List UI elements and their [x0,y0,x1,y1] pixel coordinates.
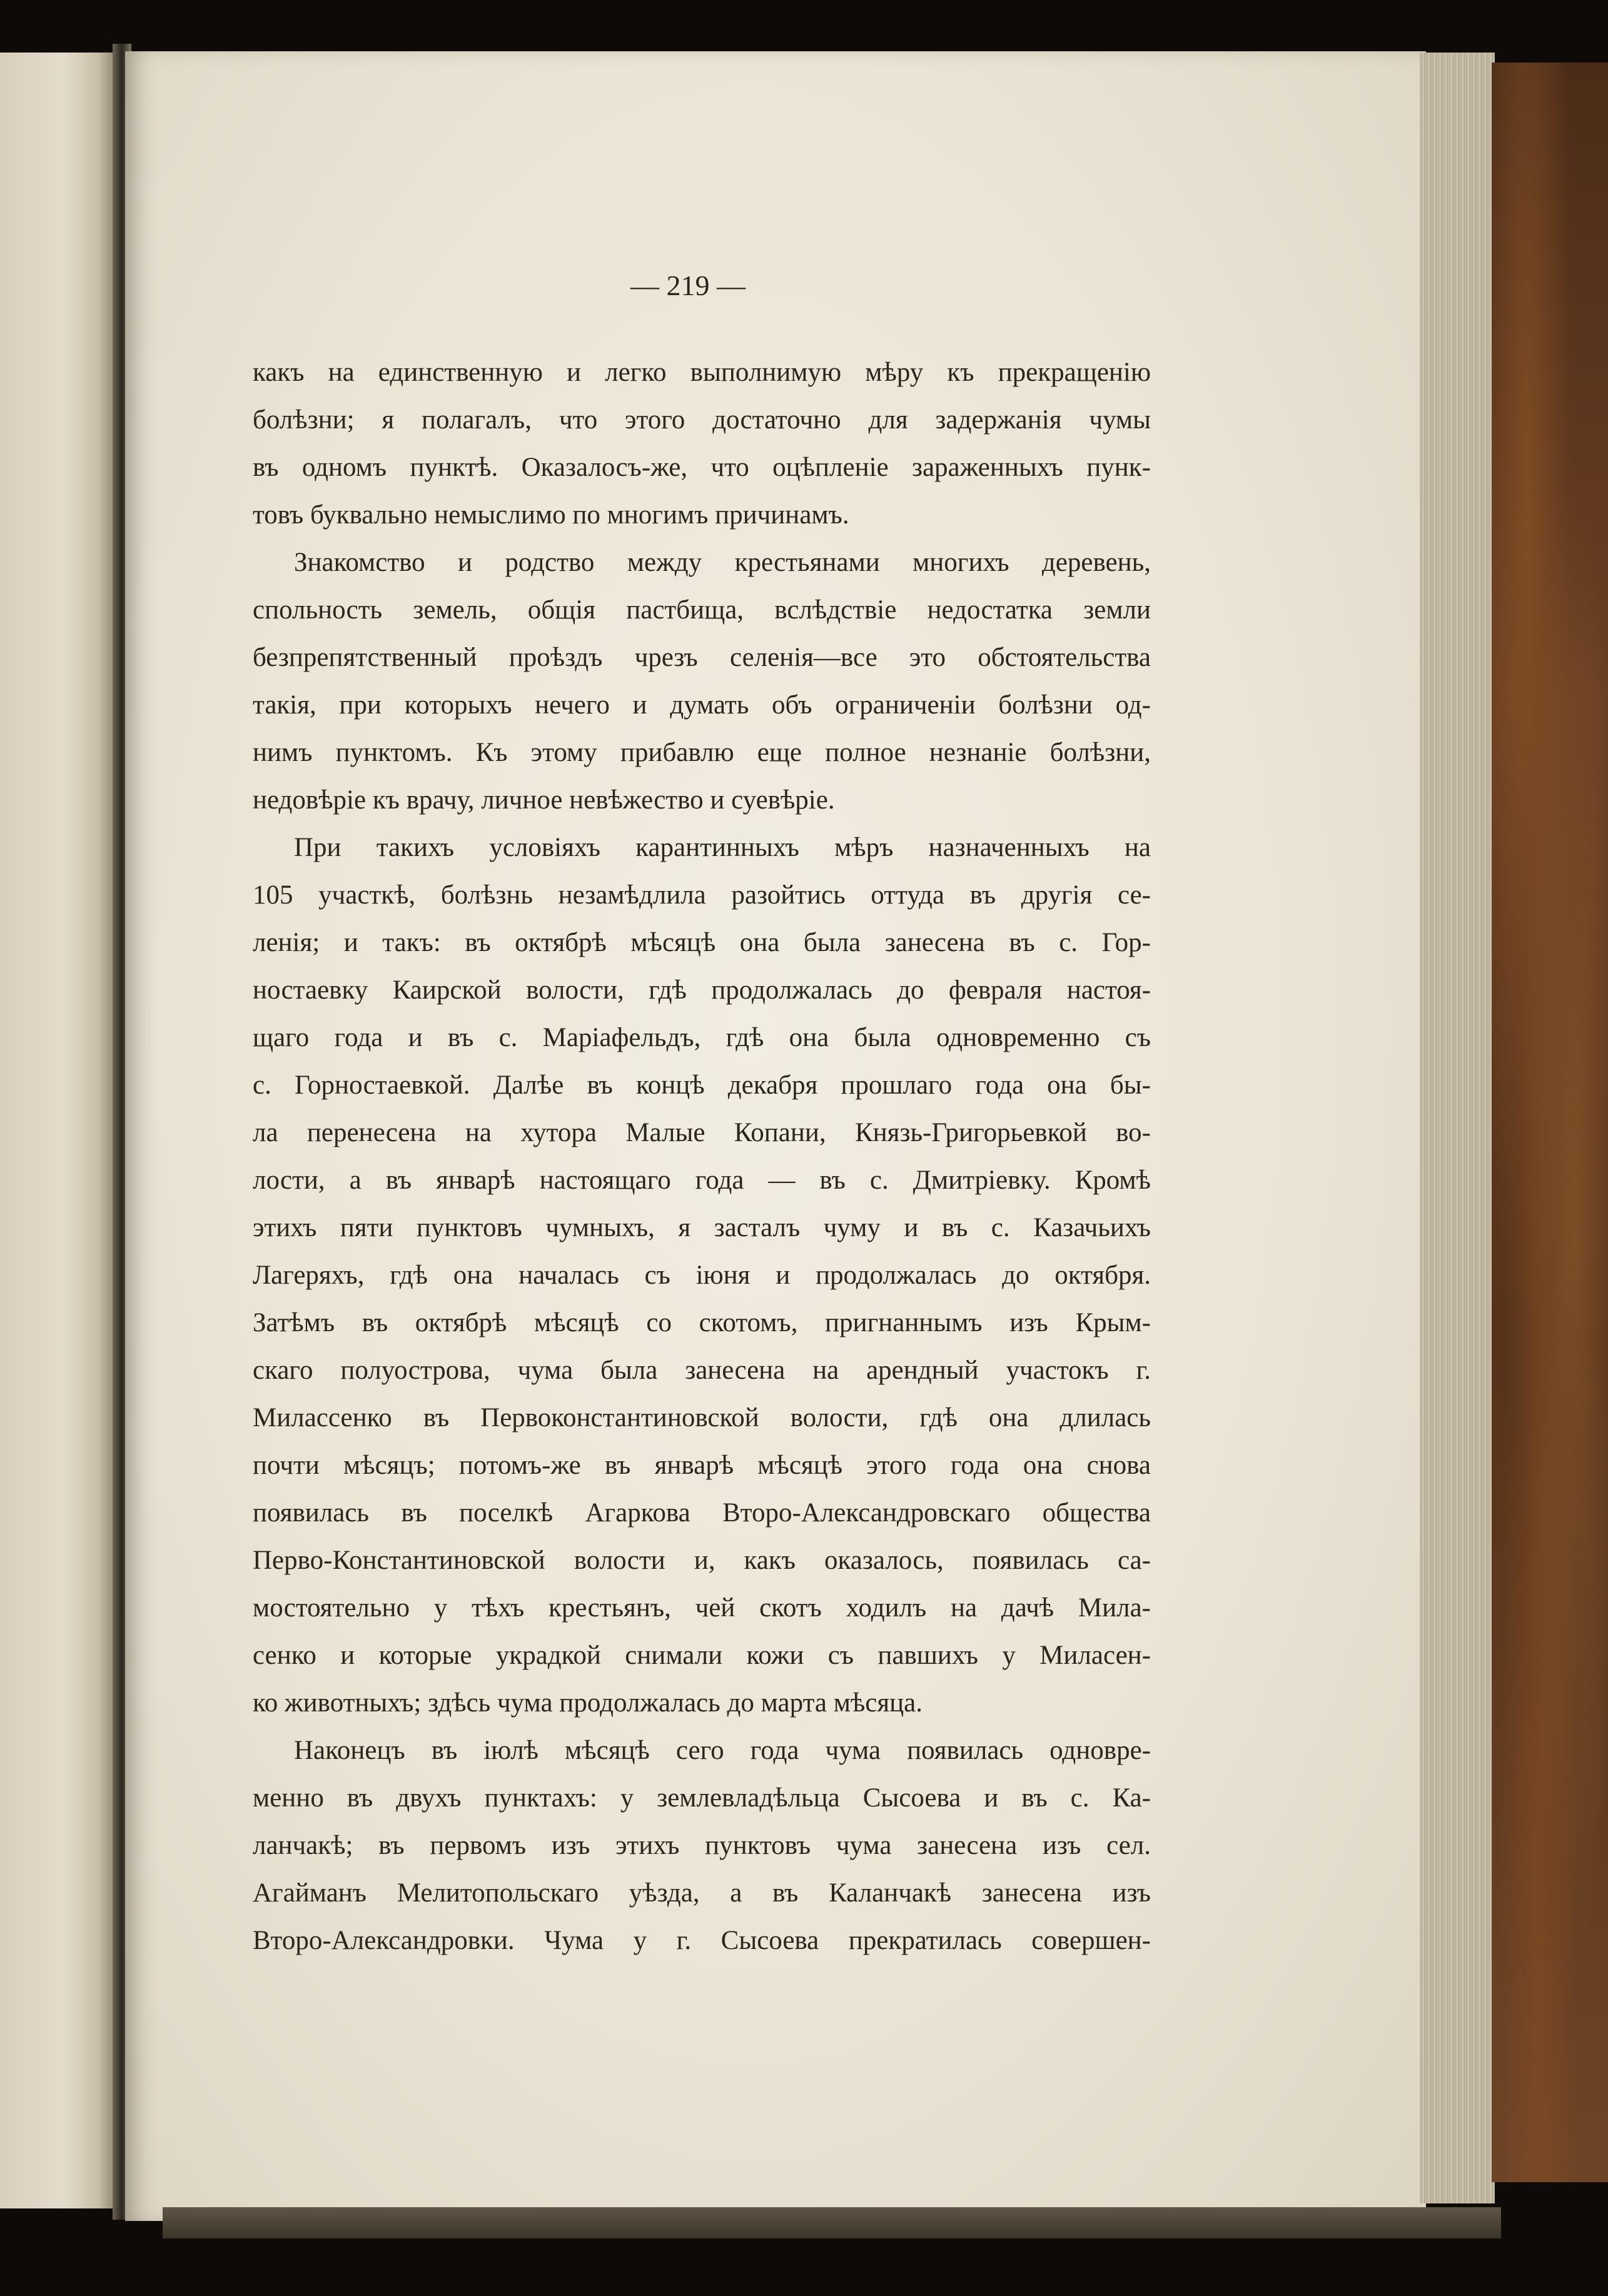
text-line: Перво-Константиновской волости и, какъ оказалось, появилась са- [253,1546,1151,1575]
text-line: с. Горностаевкой. Далѣе въ концѣ декабря прошлаго года она бы- [253,1070,1151,1100]
marbled-cover-board [1492,63,1608,2182]
text-line: такія, при которыхъ нечего и думать объ ограниченіи болѣзни од- [253,690,1151,720]
text-line: менно въ двухъ пунктахъ: у землевладѣльца Сысоева и въ с. Ка- [253,1783,1151,1813]
text-line: Второ-Александровки. Чума у г. Сысоева прекратилась совершен- [253,1926,1151,1955]
text-line: почти мѣсяцъ; потомъ-же въ январѣ мѣсяцѣ этого года она снова [253,1451,1151,1480]
text-line: щаго года и въ с. Маріафельдъ, гдѣ она была одновременно съ [253,1023,1151,1052]
page-number: — 219 — [630,269,746,301]
text-line: нимъ пунктомъ. Къ этому прибавлю еще полное незнаніе болѣзни, [253,738,1151,767]
text-line: ла перенесена на хутора Малые Копани, Князь-Григорьевкой во- [253,1118,1151,1147]
text-line: безпрепятственный проѣздъ чрезъ селенія—все это обстоятельства [253,643,1151,672]
text-line: лости, а въ январѣ настоящаго года — въ с. Дмитріевку. Кромѣ [253,1166,1151,1195]
text-line: скаго полуострова, чума была занесена на арендный участокъ г. [253,1356,1151,1385]
text-line: этихъ пяти пунктовъ чумныхъ, я засталъ чуму и въ с. Казачьихъ [253,1213,1151,1242]
text-line: сенко и которые украдкой снимали кожи съ павшихъ у Миласен- [253,1641,1151,1670]
text-line: Затѣмъ въ октябрѣ мѣсяцѣ со скотомъ, пригнаннымъ изъ Крым- [253,1308,1151,1337]
text-line: Агайманъ Мелитопольскаго уѣзда, а въ Каланчакѣ занесена изъ [253,1878,1151,1908]
text-line: ланчакѣ; въ первомъ изъ этихъ пунктовъ чума занесена изъ сел. [253,1831,1151,1860]
text-line: товъ буквально немыслимо по многимъ причинамъ. [253,500,849,530]
text-line: въ одномъ пунктѣ. Оказалосъ-же, что оцѣпленіе зараженныхъ пунк- [253,453,1151,482]
text-line: 105 участкѣ, болѣзнь незамѣдлила разойтись оттуда въ другія се- [253,880,1151,910]
text-line: недовѣріе къ врачу, личное невѣжество и суевѣріе. [253,785,835,815]
text-line: Знакомство и родство между крестьянами многихъ деревень, [294,548,1151,577]
text-line: появилась въ поселкѣ Агаркова Второ-Александровскаго общества [253,1498,1151,1528]
left-page-edge [0,53,116,2208]
text-line: ностаевку Каирской волости, гдѣ продолжалась до февраля настоя- [253,975,1151,1005]
text-line: спольность земель, общія пастбища, вслѣдствіе недостатка земли [253,595,1151,625]
text-line: какъ на единственную и легко выполнимую мѣру къ прекращенію [253,358,1151,387]
text-line: При такихъ условіяхъ карантинныхъ мѣръ назначенныхъ на [294,833,1151,862]
text-line: Милассенко въ Первоконстантиновской волости, гдѣ она длилась [253,1403,1151,1432]
text-line: мостоятельно у тѣхъ крестьянъ, чей скотъ ходилъ на дачѣ Мила- [253,1593,1151,1623]
text-line: ленія; и такъ: въ октябрѣ мѣсяцѣ она была занесена въ с. Гор- [253,928,1151,957]
text-line: Наконецъ въ іюлѣ мѣсяцѣ сего года чума появилась одновре- [294,1736,1151,1765]
text-line: ко животныхъ; здѣсь чума продолжалась до марта мѣсяца. [253,1688,923,1718]
text-line: болѣзни; я полагалъ, что этого достаточно для задержанія чумы [253,405,1151,435]
text-line: Лагеряхъ, гдѣ она началась съ іюня и продолжалась до октября. [253,1261,1151,1290]
page-edges [1420,53,1495,2203]
book-bottom-edge [163,2207,1501,2238]
